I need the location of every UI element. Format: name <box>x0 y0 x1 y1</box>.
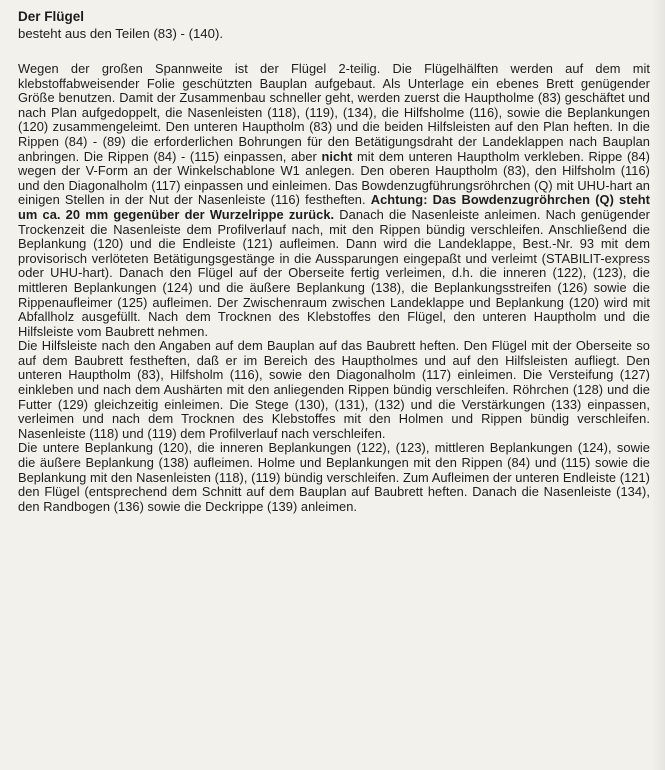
scan-edge-shadow <box>651 0 665 770</box>
paragraph-1-text-b: mit dem unteren Hauptholm verkleben. Rippe (84) wegen der V-Form an der Winkelschablone W1 anlegen. Den oberen Hauptholm (83), den Hilfsholm (116) und den Diagonalholm (117) einpassen und einleimen. Das Bowdenzugführungsröhrchen (Q) mit UHU-hart an einigen Stellen in der Nut der Nasenleiste (116) festheften. <box>18 148 650 208</box>
paragraph-2-text: Die Hilfsleiste nach den Angaben auf dem Bauplan auf das Baubrett heften. Den Flügel mit der Oberseite so auf dem Baubrett festheften, daß er im Bereich des Hauptholmes und auf den Hilfsleisten aufliegt. Den unteren Hauptholm (83), Hilfsholm (116), sowie den Diagonalholm (117) einleimen. Die Versteifung (127) einkleben und nach dem Aushärten mit den anliegenden Rippen bündig verschleifen. Röhrchen (128) und die Futter (129) gleichzeitig einleimen. Die Stege (130), (131), (132) und die Verstärkungen (133) einpassen, verleimen und nach dem Trocknen des Klebstoffes mit den Holmen und Rippen bündig verschleifen. Nasenleiste (118) und (119) dem Profilverlauf nach verschleifen. <box>18 338 650 441</box>
paragraph-2 <box>18 339 650 441</box>
section-subtitle: besteht aus den Teilen (83) - (140). <box>18 26 224 41</box>
paragraph-3-text: Die untere Beplankung (120), die inneren Beplankungen (122), (123), mittleren Beplankungen (124), sowie die äußere Beplankung (138) aufleimen. Holme und Beplankungen mit den Rippen (84) und (115) sowie die Beplankung mit den Nasenleisten (118), (119) bündig verschleifen. Zum Aufleimen der unteren Endleiste (121) den Flügel (entsprechend dem Schnitt auf dem Bauplan auf Baubrett heften. Danach die Nasenleiste (134), den Randbogen (136) sowie die Deckrippe (139) anleimen. <box>18 440 650 514</box>
section-title: Der Flügel <box>18 9 85 24</box>
paragraph-1-emphasis-nicht: nicht <box>321 148 353 164</box>
document-page <box>18 8 650 514</box>
paragraph-1-text-a: Wegen der großen Spannweite ist der Flügel 2-teilig. Die Flügelhälften werden auf dem mit klebstoffabweisender Folie geschützten Bauplan aufgebaut. Als Unterlage ein ebenes Brett genügender Größe benutzen. Damit der Zusammenbau schneller geht, werden zuerst die Hauptholme (83) geschäftet und nach Plan aufgedoppelt, die Nasenleisten (118), (119), (134), die Hilfsholme (116), sowie die Beplankungen (120) zusammengeleimt. Den unteren Hauptholm (83) und die beiden Hilfsleisten auf den Plan heften. In die Rippen (84) - (89) die erforderlichen Bohrungen für den Betätigungsdraht der Landeklappen nach Bauplan anbringen. Die Rippen (84) - (115) einpassen, aber <box>18 61 650 164</box>
paragraph-1-warning: Achtung: Das Bowdenzugröhrchen (Q) steht um ca. 20 mm gegenüber der Wurzelrippe zurück. <box>18 192 650 222</box>
instruction-body <box>18 62 650 514</box>
paragraph-1 <box>18 62 650 339</box>
paragraph-1-text-c: Danach die Nasenleiste anleimen. Nach genügender Trockenzeit die Nasenleiste dem Profilverlauf nach, mit den Rippen bündig verschleifen. Anschließend die Beplankung (120) und die Endleiste (121) aufleimen. Dann wird die Landeklappe, Best.-Nr. 93 mit dem provisorisch verlöteten Betätigungsgestänge in die Aussparungen eingepaßt und verleimt (STABILIT-express oder UHU-hart). Danach den Flügel auf der Oberseite fertig verleimen, d.h. die inneren (122), (123), die mittleren Beplankungen (124) und die äußere Beplankung (138), die Beplankungsstreifen (126) sowie die Rippenaufleimer (125) aufleimen. Der Zwischenraum zwischen Landeklappe und Beplankung (120) wird mit Abfallholz ausgefüllt. Nach dem Trocknen des Klebstoffes den Flügel, den unteren Hauptholm und die Hilfsleiste vom Baubrett nehmen. <box>18 206 650 339</box>
paragraph-3 <box>18 441 650 514</box>
